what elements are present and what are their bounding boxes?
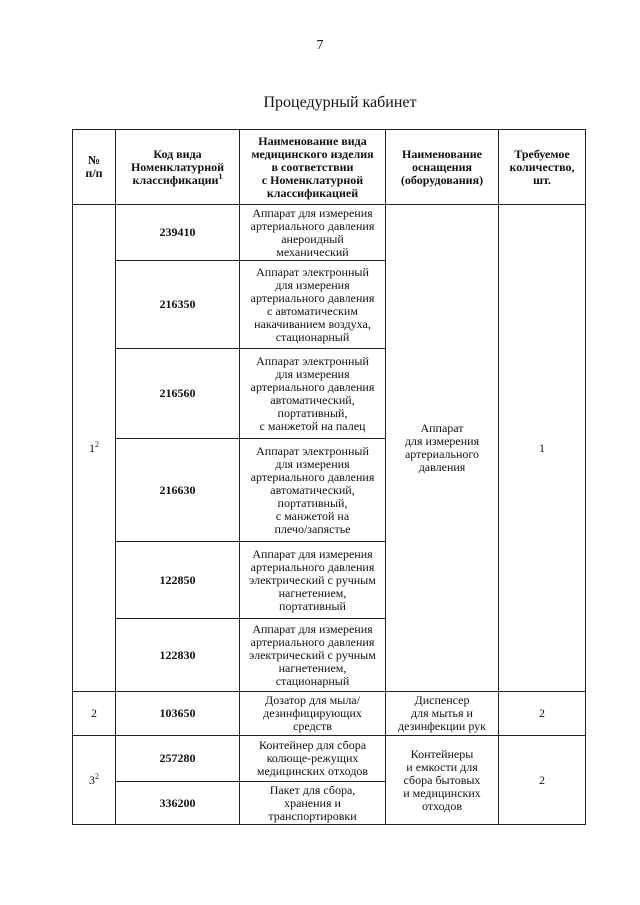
table-row — [73, 205, 586, 261]
item-code: 122850 — [116, 542, 240, 619]
page-number: 7 — [316, 38, 324, 53]
required-qty: 2 — [499, 692, 586, 736]
table-header-row — [73, 130, 586, 205]
page-title: Процедурный кабинет — [263, 94, 417, 111]
table-row — [73, 692, 586, 736]
item-code: 103650 — [116, 692, 240, 736]
header-code-footnote: 1 — [218, 171, 223, 181]
row-num-value: 2 — [91, 706, 97, 720]
item-name: Аппарат электронный для измерения артериального давления с автоматическим накачиванием воздуха, стационарный — [240, 261, 386, 349]
header-name: Наименование вида медицинского изделия в соответствии с Номенклатурной классификацией — [240, 130, 386, 205]
equipment-name: Аппарат для измерения артериального давления — [386, 205, 499, 692]
header-code — [116, 130, 240, 205]
header-num: № п/п — [73, 130, 116, 205]
item-code: 216630 — [116, 439, 240, 542]
item-name: Аппарат для измерения артериального давления электрический с ручным нагнетением, портативный — [240, 542, 386, 619]
row-num-value: 1 — [89, 440, 95, 455]
row-num-footnote: 2 — [95, 439, 99, 449]
item-code: 216350 — [116, 261, 240, 349]
item-name: Аппарат для измерения артериального давления электрический с ручным нагнетением, стационарный — [240, 619, 386, 692]
table-row — [73, 736, 586, 782]
item-code: 239410 — [116, 205, 240, 261]
equipment-name: Контейнеры и емкости для сбора бытовых и медицинских отходов — [386, 736, 499, 825]
item-code: 336200 — [116, 782, 240, 825]
item-name: Аппарат электронный для измерения артериального давления автоматический, портативный, с манжетой на плечо/запястье — [240, 439, 386, 542]
equipment-name: Диспенсер для мытья и дезинфекции рук — [386, 692, 499, 736]
row-num-footnote: 2 — [95, 771, 99, 781]
item-code: 122830 — [116, 619, 240, 692]
item-name: Дозатор для мыла/ дезинфицирующих средств — [240, 692, 386, 736]
item-name: Аппарат для измерения артериального давления анероидный механический — [240, 205, 386, 261]
row-num — [73, 692, 116, 736]
header-code-label: Код вида Номенклатурной классификации — [130, 146, 225, 187]
row-num — [73, 736, 116, 825]
header-qty: Требуемое количество, шт. — [499, 130, 586, 205]
required-qty: 2 — [499, 736, 586, 825]
item-name: Контейнер для сбора колюще-режущих медицинских отходов — [240, 736, 386, 782]
header-equipment: Наименование оснащения (оборудования) — [386, 130, 499, 205]
row-num-value: 3 — [89, 772, 95, 787]
required-qty: 1 — [499, 205, 586, 692]
item-code: 216560 — [116, 349, 240, 439]
equipment-table — [72, 129, 586, 825]
item-name: Пакет для сбора, хранения и транспортировки — [240, 782, 386, 825]
item-name: Аппарат электронный для измерения артериального давления автоматический, портативный, с манжетой на палец — [240, 349, 386, 439]
item-code: 257280 — [116, 736, 240, 782]
row-num — [73, 205, 116, 692]
